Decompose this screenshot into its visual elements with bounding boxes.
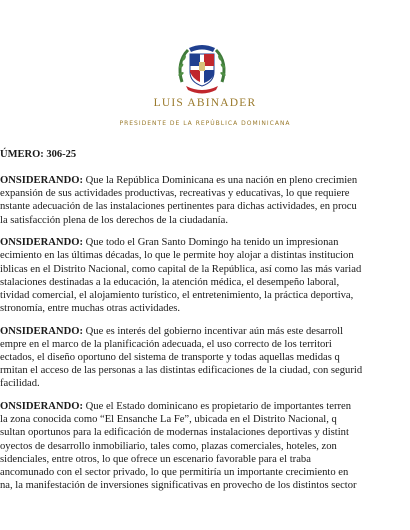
paragraph-line xyxy=(0,174,410,187)
considerando-paragraph xyxy=(0,236,410,315)
line-text: empre en el marco de la planificación adecuada, el uso correcto de los territori xyxy=(0,338,332,350)
paragraph-line xyxy=(0,263,410,276)
line-text: oyectos de desarrollo inmobiliario, tales como, plazas comerciales, hoteles, zon xyxy=(0,440,337,452)
line-text: ectados, el diseño oportuno del sistema de transporte y todas aquellas medidas q xyxy=(0,352,340,364)
line-text: la zona conocida como “El Ensanche La Fe”, ubicada en el Distrito Nacional, q xyxy=(0,414,337,426)
line-text: tividad comercial, el alojamiento turístico, el entretenimiento, la práctica deportiva, xyxy=(0,289,354,301)
considerando-paragraph xyxy=(0,325,410,391)
paragraph-line xyxy=(0,440,410,453)
paragraph-line xyxy=(0,377,410,390)
considerando-keyword: ONSIDERANDO: xyxy=(0,325,83,337)
paragraph-line xyxy=(0,466,410,479)
line-text: rmitan el acceso de las personas a las distintas edificaciones de la ciudad, con segurid xyxy=(0,365,363,377)
paragraph-line xyxy=(0,214,410,227)
considerando-paragraph xyxy=(0,400,410,492)
line-text: sultan oportunos para la edificación de modernas instalaciones deportivas y distint xyxy=(0,427,349,439)
letterhead xyxy=(0,0,410,140)
paragraph-line xyxy=(0,289,410,302)
paragraph-line xyxy=(0,479,410,492)
line-text: Que el Estado dominicano es propietario de importantes terren xyxy=(83,400,351,412)
paragraph-line xyxy=(0,400,410,413)
paragraph-line xyxy=(0,364,410,377)
president-name: LUIS ABINADER xyxy=(153,97,257,109)
paragraph-line xyxy=(0,351,410,364)
line-text: Que la República Dominicana es una nación en pleno crecimien xyxy=(83,175,358,186)
decree-body xyxy=(0,174,410,502)
considerando-keyword: ONSIDERANDO: xyxy=(0,400,83,412)
paragraph-line xyxy=(0,325,410,338)
paragraph-line xyxy=(0,276,410,289)
line-text: iblicas en el Distrito Nacional, como capital de la República, así como las más variad xyxy=(0,263,362,275)
line-text: na, la manifestación de inversiones significativas en provecho de los distintos sector xyxy=(0,480,357,492)
president-title: PRESIDENTE DE LA REPÚBLICA DOMINICANA xyxy=(119,120,291,127)
paragraph-line xyxy=(0,302,410,315)
paragraph-line xyxy=(0,338,410,351)
line-text: la satisfacción plena de los derechos de la ciudadanía. xyxy=(0,214,228,226)
paragraph-line xyxy=(0,200,410,213)
coat-of-arms-icon xyxy=(172,38,232,98)
considerando-keyword: ONSIDERANDO: xyxy=(0,175,83,186)
paragraph-line xyxy=(0,453,410,466)
line-text: expansión de sus actividades productivas, recreativas y educativas, lo que requiere xyxy=(0,188,350,200)
paragraph-line xyxy=(0,413,410,426)
paragraph-line xyxy=(0,236,410,249)
line-text: Que es interés del gobierno incentivar aún más este desarroll xyxy=(83,325,344,337)
line-text: nstante adecuación de las instalaciones pertinentes para dichas actividades, en procu xyxy=(0,201,357,213)
line-text: stronomía, entre muchas otras actividades. xyxy=(0,303,181,315)
decree-number: ÚMERO: 306-25 xyxy=(0,149,77,160)
paragraph-line xyxy=(0,426,410,439)
line-text: facilidad. xyxy=(0,378,40,390)
paragraph-line xyxy=(0,187,410,200)
paragraph-line xyxy=(0,249,410,262)
line-text: sidenciales, entre otros, lo que ofrece un escenario favorable para el traba xyxy=(0,453,311,465)
line-text: stalaciones destinadas a la educación, la atención médica, el desempeño laboral, xyxy=(0,276,340,288)
line-text: ecimiento en las últimas décadas, lo que le permite hoy alojar a distintas institucion xyxy=(0,250,354,262)
considerando-paragraph xyxy=(0,174,410,227)
line-text: ancomunado con el sector privado, lo que permitiría un importante crecimiento en xyxy=(0,466,349,478)
line-text: Que todo el Gran Santo Domingo ha tenido un impresionan xyxy=(83,237,339,249)
considerando-keyword: ONSIDERANDO: xyxy=(0,237,83,249)
